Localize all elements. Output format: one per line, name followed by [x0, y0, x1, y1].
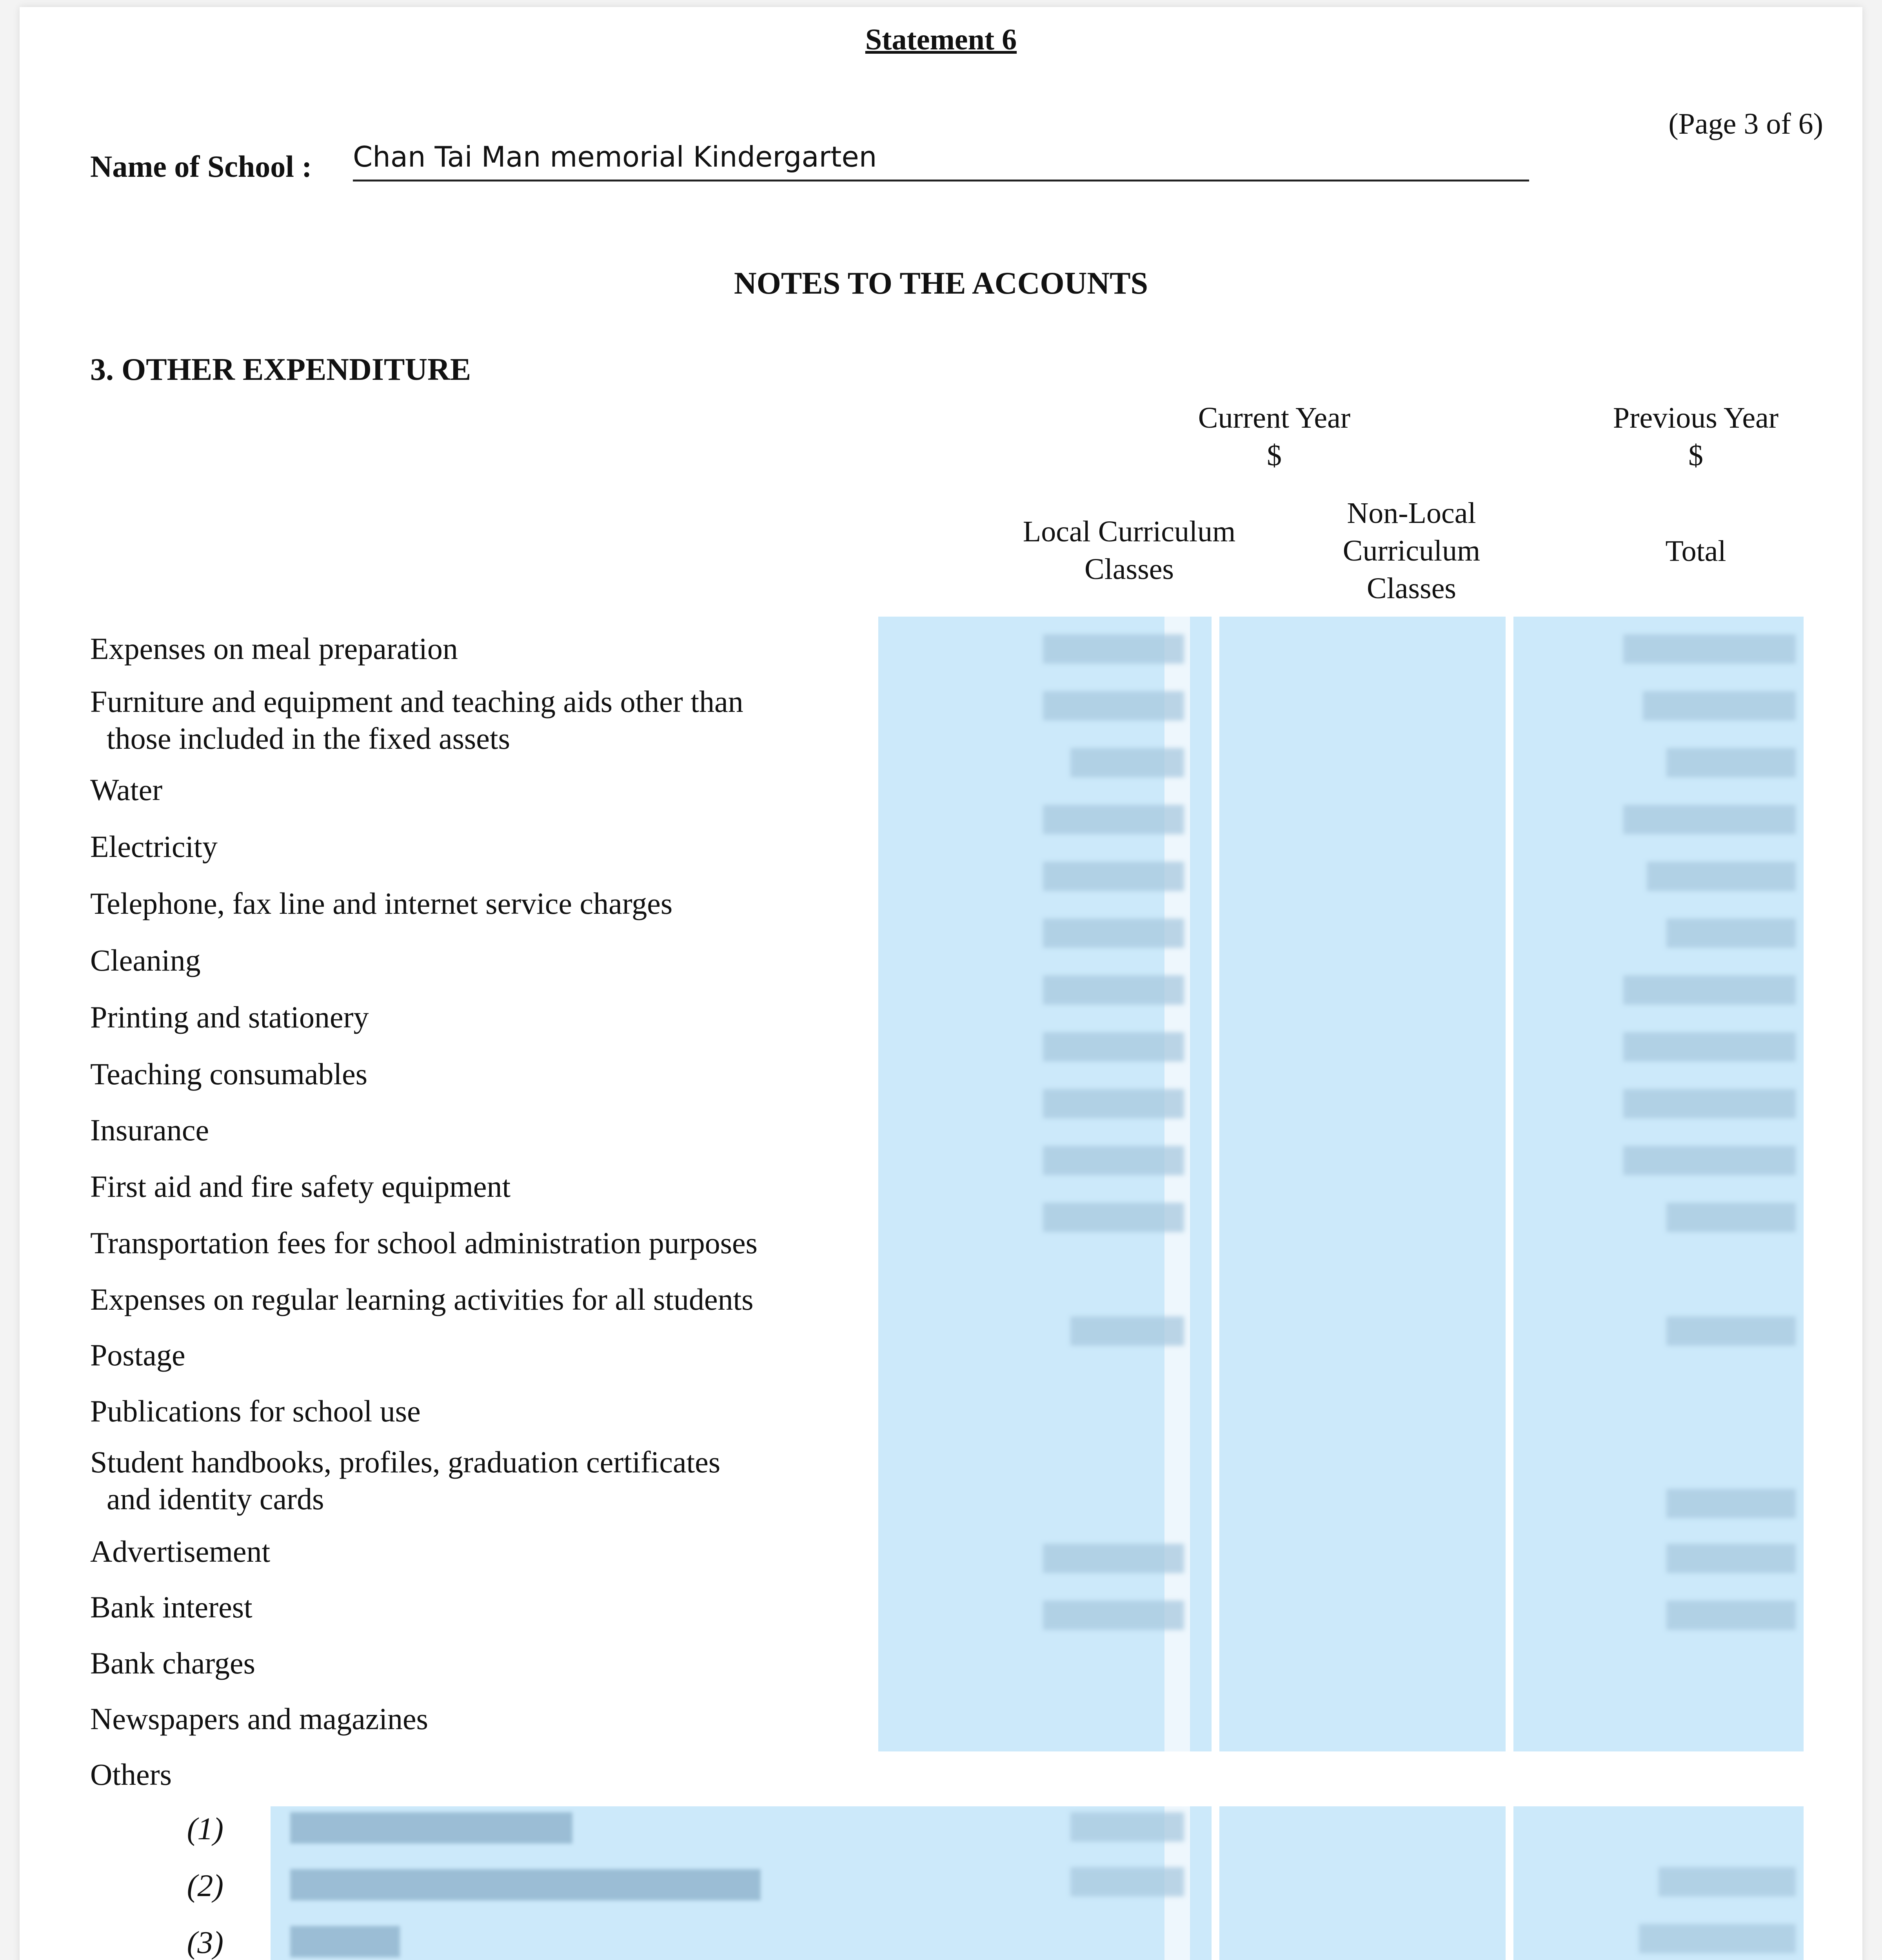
row-label: Advertisement [90, 1534, 271, 1568]
notes-title: NOTES TO THE ACCOUNTS [734, 266, 1148, 301]
row-label: Bank charges [90, 1646, 255, 1680]
section-title: 3. OTHER EXPENDITURE [90, 352, 471, 387]
redacted-amount [1647, 862, 1796, 891]
row-label: Teaching consumables [90, 1057, 368, 1091]
others-number: (1) [187, 1812, 223, 1846]
row-label: Expenses on regular learning activities for all students [90, 1282, 754, 1316]
redacted-amount [1666, 918, 1796, 948]
redacted-amount [1623, 1032, 1796, 1062]
redacted-amount [1666, 1544, 1796, 1573]
school-name-underline [353, 180, 1529, 181]
row-label: Telephone, fax line and internet service charges [90, 886, 673, 920]
redacted-description [290, 1812, 572, 1844]
nonlocal-column-redaction [1219, 617, 1506, 1751]
redacted-amount [1623, 805, 1796, 834]
redacted-amount [1623, 1146, 1796, 1175]
current-year-header: Current Year $ [1198, 401, 1351, 472]
row-label: Printing and stationery [90, 1000, 369, 1034]
others-number: (3) [187, 1926, 223, 1960]
redacted-amount [1043, 691, 1184, 720]
row-label: Cleaning [90, 943, 201, 977]
redacted-amount [1623, 1089, 1796, 1118]
row-label: First aid and fire safety equipment [90, 1169, 511, 1203]
redacted-amount [1623, 634, 1796, 664]
row-label: Water [90, 773, 163, 807]
nonlocal-curriculum-header: Non-Local Curriculum Classes [1342, 497, 1481, 605]
redacted-amount [1666, 1601, 1796, 1630]
others-nonlocal-redaction [1219, 1806, 1506, 1960]
row-label: Student handbooks, profiles, graduation certificates and identity cards [90, 1445, 721, 1516]
redacted-description [290, 1926, 400, 1957]
redacted-amount [1070, 1316, 1184, 1346]
previous-year-header: Previous Year $ [1613, 401, 1779, 472]
redacted-amount [1070, 1867, 1184, 1896]
redacted-amount [1666, 748, 1796, 777]
school-name-label: Name of School : [90, 149, 312, 183]
others-number: (2) [187, 1869, 223, 1903]
row-label: Furniture and equipment and teaching aids other than those included in the fixed assets [90, 684, 743, 755]
row-label: Bank interest [90, 1590, 253, 1624]
local-curriculum-header: Local Curriculum Classes [1023, 515, 1236, 586]
others-label: Others [90, 1757, 172, 1791]
row-label: Postage [90, 1338, 185, 1372]
redacted-amount [1659, 1867, 1796, 1896]
row-label: Publications for school use [90, 1394, 421, 1428]
redacted-amount [1666, 1316, 1796, 1346]
column-stripe [1164, 617, 1190, 1751]
statement-title: Statement 6 [865, 23, 1017, 56]
redacted-amount [1043, 1601, 1184, 1630]
redacted-amount [1043, 975, 1184, 1005]
statement-page [20, 7, 1862, 1960]
row-label: Expenses on meal preparation [90, 632, 458, 666]
row-label: Electricity [90, 829, 218, 864]
row-label: Insurance [90, 1113, 209, 1147]
redacted-amount [1043, 1089, 1184, 1118]
school-name-value: Chan Tai Man memorial Kindergarten [353, 140, 877, 173]
redacted-amount [1043, 1203, 1184, 1232]
redacted-amount [1070, 1812, 1184, 1842]
redacted-amount [1043, 634, 1184, 664]
redacted-amount [1043, 862, 1184, 891]
redacted-amount [1643, 691, 1796, 720]
redacted-amount [1043, 918, 1184, 948]
row-label: Newspapers and magazines [90, 1702, 428, 1736]
redacted-amount [1043, 805, 1184, 834]
redacted-amount [1666, 1203, 1796, 1232]
redacted-description [290, 1869, 761, 1900]
page-indicator: (Page 3 of 6) [1668, 107, 1823, 140]
redacted-amount [1043, 1146, 1184, 1175]
redacted-amount [1666, 1489, 1796, 1518]
local-column-redaction [878, 617, 1212, 1751]
redacted-amount [1623, 975, 1796, 1005]
row-label: Transportation fees for school administration purposes [90, 1226, 758, 1260]
redacted-amount [1043, 1032, 1184, 1062]
redacted-amount [1070, 748, 1184, 777]
redacted-amount [1639, 1924, 1796, 1953]
total-column-redaction [1513, 617, 1804, 1751]
redacted-amount [1043, 1544, 1184, 1573]
total-header: Total [1665, 535, 1726, 568]
